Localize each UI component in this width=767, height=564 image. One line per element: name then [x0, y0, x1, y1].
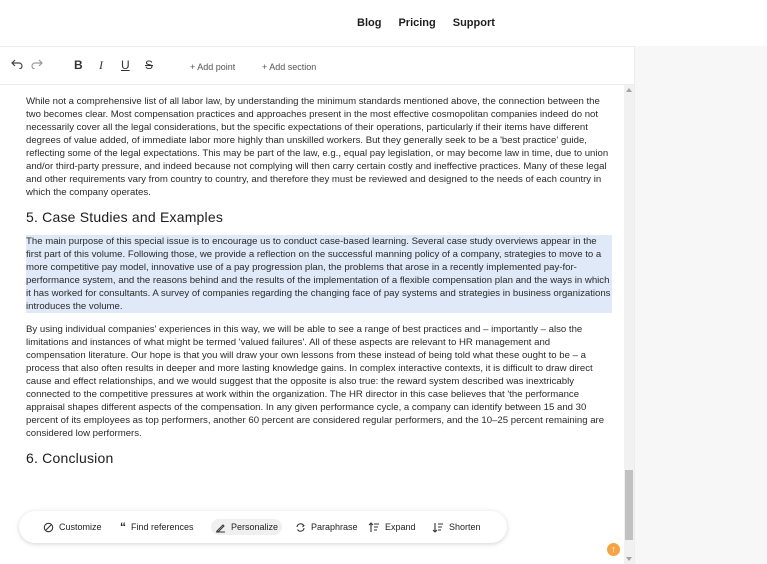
- strikethrough-button[interactable]: S: [145, 58, 154, 72]
- nav-support-link[interactable]: Support: [452, 17, 495, 29]
- expand-label: Expand: [385, 522, 416, 532]
- paragraph-labor-law[interactable]: While not a comprehensive list of all labor law, by understanding the minimum standards mentioned above, the connection between the two becomes clear. Most compensation practices and approaches present in the most effective cosmopolitan companies indeed do not necessarily cover all the legal considerations, but the specific expectations of their operations, particularly if their items have different degrees of value added, of immediate labor more highly than unskilled workers. But they generally seek to be a 'best practice' guide, reflecting some of the legal expectations. This may be part of the law, e.g., equal pay legislation, or may become law in time, due to union and/or third-party pressure, and indeed because not complying will then carry certain costly and ineffective practices. Many of these legal and other requirements vary from country to country, and therefore they must be reviewed and designed to the needs of each country in which the company operates.: [26, 96, 609, 198]
- find-references-button[interactable]: [116, 519, 198, 535]
- italic-button[interactable]: I: [99, 58, 103, 72]
- find-references-label: Find references: [131, 522, 194, 532]
- quote-icon: “: [120, 520, 126, 534]
- scroll-up-arrow-icon[interactable]: [626, 88, 632, 92]
- customize-label: Customize: [59, 522, 102, 532]
- nav-blog-link[interactable]: Blog: [357, 17, 382, 29]
- top-navigation-bar: [0, 0, 767, 47]
- paraphrase-label: Paraphrase: [311, 522, 358, 532]
- top-nav-links: [357, 17, 495, 29]
- shorten-button[interactable]: [428, 519, 485, 535]
- scroll-thumb[interactable]: [625, 470, 633, 540]
- add-point-button[interactable]: + Add point: [190, 62, 236, 72]
- scroll-to-top-icon[interactable]: ↑: [607, 543, 620, 556]
- shorten-icon: [432, 522, 444, 533]
- formatting-toolbar: [0, 47, 634, 85]
- redo-icon[interactable]: [31, 59, 43, 69]
- expand-icon: [368, 522, 380, 533]
- personalize-label: Personalize: [231, 522, 279, 532]
- paraphrase-button[interactable]: [291, 519, 362, 535]
- section-heading-conclusion[interactable]: 6. Conclusion: [26, 450, 114, 466]
- document-content: [26, 95, 612, 476]
- personalize-pen-icon: [215, 522, 226, 533]
- editor-scrollbar[interactable]: [624, 85, 634, 564]
- customize-icon: [43, 522, 54, 533]
- nav-pricing-link[interactable]: Pricing: [398, 17, 436, 29]
- customize-button[interactable]: [39, 519, 106, 535]
- add-section-button[interactable]: + Add section: [262, 62, 317, 72]
- right-side-panel: [634, 46, 767, 564]
- underline-button[interactable]: U: [121, 58, 130, 72]
- bold-button[interactable]: B: [74, 58, 83, 72]
- paraphrase-icon: [295, 522, 306, 533]
- scroll-down-arrow-icon[interactable]: [626, 557, 632, 561]
- document-editor[interactable]: [0, 85, 624, 564]
- paragraph-case-studies-selected[interactable]: The main purpose of this special issue is to encourage us to conduct case-based learning. Several case study overviews appear in the first part of this volume. Following those, we provide a reflection on the successful manning policy of a company, strategies to move to a more competitive pay model, innovative use of a pay progression plan, the problems that arose in a recently implemented pay-for-performance system, and the reasons behind and the results of the implementation of a flexible compensation plan and the ways in which it has worked for consultants. A survey of companies regarding the changing face of pay systems and strategies in business organizations introduces the volume.: [26, 236, 611, 312]
- ai-actions-toolbar: [19, 511, 507, 543]
- expand-button[interactable]: [364, 519, 420, 535]
- section-heading-case-studies[interactable]: 5. Case Studies and Examples: [26, 209, 224, 225]
- personalize-button[interactable]: [211, 519, 282, 535]
- shorten-label: Shorten: [449, 522, 481, 532]
- undo-icon[interactable]: [11, 59, 23, 69]
- paragraph-individual-experiences[interactable]: By using individual companies' experiences in this way, we will be able to see a range of best practices and – importantly – also the limitations and instances of what might be termed 'valued failures'. All of these aspects are relevant to HR management and compensation literature. Our hope is that you will draw your own lessons from these instead of being told what these ought to be – a process that also often results in deeper and more lasting knowledge gains. In complex interactive contexts, it is difficult to draw direct cause and effect relationships, and we would suggest that the opposite is also true: the reward system described was inextricably connected to the competitive pressures at work within the organization. The HR director in this case believes that 'the performance appraisal shapes different aspects of the compensation. In any given performance cycle, a company can identify between 15 and 30 percent of its employees as top performers, another 60 percent are considered regular performers, and the 10–25 percent remaining are considered low performers.: [26, 324, 605, 439]
